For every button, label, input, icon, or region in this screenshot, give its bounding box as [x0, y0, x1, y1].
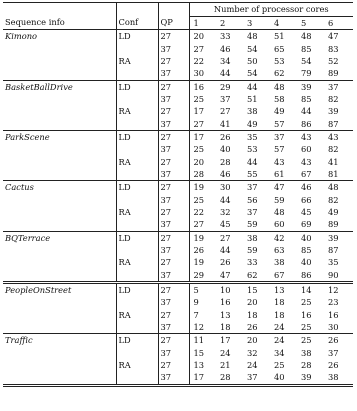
table-row [3, 231, 353, 244]
sequence-name-cell [3, 269, 116, 283]
core-3-value-cell: 54 [247, 68, 258, 79]
core-5-value-cell: 25 [301, 297, 312, 308]
core-1-value-cell: 11 [189, 334, 216, 347]
core-6-value-cell: 16 [328, 309, 339, 320]
table-row [3, 371, 353, 385]
sequence-name-cell [3, 105, 116, 117]
sequence-name-cell [3, 371, 116, 385]
core-4-value-cell: 48 [270, 80, 297, 93]
core-4-value-cell: 18 [274, 297, 285, 308]
table-row [3, 244, 353, 256]
core-2-value-cell: 44 [220, 245, 231, 256]
core-4-value-cell: 51 [270, 30, 297, 43]
conf-cell: LD [116, 334, 158, 347]
conf-cell [116, 296, 158, 308]
core-3-value-cell: 26 [247, 322, 258, 333]
header-core-1: 1 [189, 16, 216, 30]
core-5-value-cell: 60 [301, 144, 312, 155]
sequence-name-cell [3, 93, 116, 105]
qp-cell: 37 [158, 296, 189, 308]
core-2-value-cell: 10 [216, 283, 243, 297]
core-4-value-cell: 48 [274, 207, 285, 217]
sequence-name-cell [3, 55, 116, 67]
table-row [3, 194, 353, 206]
core-1-value-cell: 25 [189, 93, 216, 105]
core-6-value-cell: 82 [328, 194, 339, 205]
core-1-value-cell: 7 [189, 309, 216, 321]
core-2-value-cell: 27 [220, 106, 231, 117]
core-2-value-cell: 47 [220, 269, 231, 280]
qp-cell: 37 [158, 371, 189, 385]
core-3-value-cell: 32 [247, 347, 258, 358]
core-2-value-cell: 44 [220, 194, 231, 205]
sequence-name-cell [3, 256, 116, 268]
conf-cell: LD [116, 231, 158, 244]
core-2-value-cell: 26 [220, 257, 231, 268]
table-row [3, 283, 353, 297]
core-4-value-cell: 53 [274, 55, 285, 66]
core-1-value-cell: 28 [189, 168, 216, 181]
core-3-value-cell: 38 [243, 231, 270, 244]
core-2-value-cell: 33 [216, 30, 243, 43]
qp-cell: 37 [158, 93, 189, 105]
qp-cell: 37 [158, 168, 189, 181]
group-header-cores: Number of processor cores [189, 3, 353, 17]
core-1-value-cell: 26 [189, 244, 216, 256]
core-1-value-cell: 29 [189, 269, 216, 283]
core-3-value-cell: 37 [243, 371, 270, 385]
core-5-value-cell: 39 [297, 371, 324, 385]
core-6-value-cell: 35 [328, 257, 339, 268]
core-2-value-cell: 28 [220, 156, 231, 167]
core-4-value-cell: 42 [270, 231, 297, 244]
core-3-value-cell: 53 [247, 144, 258, 155]
header-core-3: 3 [243, 16, 270, 30]
conf-cell [116, 269, 158, 283]
core-4-value-cell: 65 [274, 43, 285, 54]
table-row [3, 105, 353, 117]
core-5-value-cell: 44 [301, 106, 312, 117]
core-6-value-cell: 26 [324, 334, 353, 347]
core-5-value-cell: 40 [297, 231, 324, 244]
core-6-value-cell: 81 [328, 168, 339, 179]
qp-cell: 37 [158, 244, 189, 256]
qp-cell: 37 [158, 143, 189, 155]
qp-cell: 27 [158, 80, 189, 93]
qp-cell: 27 [158, 55, 189, 67]
sequence-name-cell [3, 168, 116, 181]
core-4-value-cell: 63 [274, 245, 285, 256]
sequence-name-cell: BasketBallDrive [3, 80, 116, 93]
table-row [3, 80, 353, 93]
table-row [3, 359, 353, 371]
core-3-value-cell: 44 [247, 156, 258, 167]
core-2-value-cell: 37 [220, 93, 231, 104]
sequence-name-cell [3, 244, 116, 256]
core-1-value-cell: 30 [189, 67, 216, 80]
sequence-name-cell [3, 118, 116, 131]
core-1-value-cell: 25 [189, 143, 216, 155]
conf-cell: LD [116, 130, 158, 143]
conf-cell: RA [116, 206, 158, 218]
core-4-value-cell: 57 [274, 144, 285, 155]
sequence-name-cell: PeopleOnStreet [3, 283, 116, 297]
qp-cell: 37 [158, 67, 189, 80]
core-2-value-cell: 17 [216, 334, 243, 347]
header-core-4: 4 [270, 16, 297, 30]
core-2-value-cell: 32 [220, 207, 231, 217]
table-row [3, 30, 353, 43]
core-1-value-cell: 12 [189, 321, 216, 334]
core-4-value-cell: 49 [274, 106, 285, 117]
core-3-value-cell: 56 [247, 194, 258, 205]
table-row [3, 168, 353, 181]
conf-cell: LD [116, 283, 158, 297]
core-3-value-cell: 35 [243, 130, 270, 143]
sequence-name-cell [3, 143, 116, 155]
qp-cell: 27 [158, 156, 189, 168]
qp-cell: 37 [158, 269, 189, 283]
qp-cell: 37 [158, 194, 189, 206]
sequence-name-cell: ParkScene [3, 130, 116, 143]
sequence-name-cell: Kimono [3, 30, 116, 43]
qp-cell: 37 [158, 321, 189, 334]
qp-cell: 27 [158, 105, 189, 117]
table-row [3, 93, 353, 105]
core-6-value-cell: 23 [328, 297, 339, 308]
core-3-value-cell: 59 [247, 219, 258, 230]
qp-cell: 27 [158, 181, 189, 194]
header-sequence-info: Sequence info [3, 16, 116, 30]
table-row [3, 296, 353, 308]
conf-cell: LD [116, 80, 158, 93]
core-3-value-cell: 49 [247, 118, 258, 129]
qp-cell: 27 [158, 30, 189, 43]
core-4-value-cell: 18 [274, 309, 285, 320]
core-6-value-cell: 90 [328, 269, 339, 280]
core-6-value-cell: 89 [328, 219, 339, 230]
table-row [3, 43, 353, 55]
core-3-value-cell: 54 [247, 43, 258, 54]
core-5-value-cell: 48 [297, 30, 324, 43]
core-1-value-cell: 9 [189, 296, 216, 308]
sequence-name-cell: BQTerrace [3, 231, 116, 244]
core-6-value-cell: 12 [324, 283, 353, 297]
core-6-value-cell: 38 [324, 371, 353, 385]
table-body [3, 30, 353, 386]
core-2-value-cell: 46 [220, 43, 231, 54]
core-1-value-cell: 22 [189, 206, 216, 218]
core-3-value-cell: 24 [247, 360, 258, 371]
core-6-value-cell: 82 [328, 144, 339, 155]
core-6-value-cell: 47 [324, 30, 353, 43]
core-3-value-cell: 37 [243, 181, 270, 194]
core-5-value-cell: 45 [301, 207, 312, 217]
core-2-value-cell: 44 [220, 68, 231, 79]
core-1-value-cell: 17 [189, 371, 216, 385]
document-page [3, 2, 353, 387]
core-4-value-cell: 59 [274, 194, 285, 205]
conf-cell: RA [116, 156, 158, 168]
conf-cell: RA [116, 55, 158, 67]
core-4-value-cell: 25 [274, 360, 285, 371]
qp-cell: 27 [158, 283, 189, 297]
table-row [3, 206, 353, 218]
qp-cell: 27 [158, 130, 189, 143]
core-2-value-cell: 28 [216, 371, 243, 385]
core-3-value-cell: 15 [243, 283, 270, 297]
core-3-value-cell: 38 [247, 106, 258, 117]
core-1-value-cell: 13 [189, 359, 216, 371]
qp-cell: 27 [158, 309, 189, 321]
core-3-value-cell: 20 [247, 297, 258, 308]
sequence-name-cell [3, 43, 116, 55]
header-qp: QP [158, 16, 189, 30]
qp-cell: 27 [158, 334, 189, 347]
qp-cell: 37 [158, 347, 189, 359]
table-row [3, 55, 353, 67]
core-6-value-cell: 39 [324, 231, 353, 244]
core-6-value-cell: 49 [328, 207, 339, 217]
core-1-value-cell: 19 [189, 256, 216, 268]
core-2-value-cell: 46 [220, 168, 231, 179]
core-3-value-cell: 50 [247, 55, 258, 66]
core-6-value-cell: 41 [328, 156, 339, 167]
core-6-value-cell: 37 [324, 80, 353, 93]
header-core-2: 2 [216, 16, 243, 30]
core-6-value-cell: 52 [328, 55, 339, 66]
core-2-value-cell: 30 [216, 181, 243, 194]
core-6-value-cell: 43 [324, 130, 353, 143]
conf-cell [116, 218, 158, 231]
conf-cell: LD [116, 30, 158, 43]
qp-cell: 27 [158, 206, 189, 218]
core-5-value-cell: 69 [301, 219, 312, 230]
conf-cell [116, 168, 158, 181]
core-1-value-cell: 15 [189, 347, 216, 359]
core-1-value-cell: 17 [189, 105, 216, 117]
qp-cell: 37 [158, 43, 189, 55]
core-2-value-cell: 45 [220, 219, 231, 230]
table-row [3, 143, 353, 155]
core-4-value-cell: 38 [274, 257, 285, 268]
conf-cell [116, 371, 158, 385]
core-1-value-cell: 19 [189, 231, 216, 244]
core-4-value-cell: 57 [274, 118, 285, 129]
core-6-value-cell: 30 [328, 322, 339, 333]
core-2-value-cell: 40 [220, 144, 231, 155]
core-5-value-cell: 85 [301, 93, 312, 104]
core-1-value-cell: 27 [189, 218, 216, 231]
core-5-value-cell: 25 [297, 334, 324, 347]
core-4-value-cell: 58 [274, 93, 285, 104]
table-row [3, 218, 353, 231]
header-conf: Conf [116, 16, 158, 30]
conf-cell [116, 347, 158, 359]
core-6-value-cell: 87 [328, 245, 339, 256]
core-3-value-cell: 55 [247, 168, 258, 179]
core-3-value-cell: 44 [243, 80, 270, 93]
core-5-value-cell: 43 [301, 156, 312, 167]
header-core-5: 5 [297, 16, 324, 30]
core-4-value-cell: 24 [274, 322, 285, 333]
core-6-value-cell: 39 [328, 106, 339, 117]
qp-cell: 27 [158, 231, 189, 244]
core-4-value-cell: 24 [270, 334, 297, 347]
core-1-value-cell: 20 [189, 156, 216, 168]
core-5-value-cell: 86 [301, 269, 312, 280]
table-row [3, 118, 353, 131]
core-5-value-cell: 38 [301, 347, 312, 358]
core-4-value-cell: 47 [270, 181, 297, 194]
conf-cell [116, 321, 158, 334]
core-3-value-cell: 37 [247, 207, 258, 217]
table-row [3, 181, 353, 194]
table-row [3, 347, 353, 359]
header-core-6: 6 [324, 16, 353, 30]
core-1-value-cell: 27 [189, 118, 216, 131]
core-1-value-cell: 20 [189, 30, 216, 43]
table-row [3, 334, 353, 347]
core-5-value-cell: 39 [297, 80, 324, 93]
core-5-value-cell: 28 [301, 360, 312, 371]
core-6-value-cell: 37 [328, 347, 339, 358]
core-6-value-cell: 82 [328, 93, 339, 104]
core-3-value-cell: 20 [243, 334, 270, 347]
core-4-value-cell: 40 [270, 371, 297, 385]
core-5-value-cell: 25 [301, 322, 312, 333]
core-2-value-cell: 27 [216, 231, 243, 244]
sequence-name-cell [3, 296, 116, 308]
table-row [3, 321, 353, 334]
core-3-value-cell: 18 [247, 309, 258, 320]
core-4-value-cell: 60 [274, 219, 285, 230]
core-3-value-cell: 59 [247, 245, 258, 256]
core-5-value-cell: 67 [301, 168, 312, 179]
table-header [3, 3, 353, 30]
core-5-value-cell: 40 [301, 257, 312, 268]
sequence-name-cell [3, 309, 116, 321]
sequence-name-cell [3, 347, 116, 359]
sequence-name-cell: Traffic [3, 334, 116, 347]
core-4-value-cell: 34 [274, 347, 285, 358]
qp-cell: 27 [158, 359, 189, 371]
conf-cell: LD [116, 181, 158, 194]
table-row [3, 130, 353, 143]
conf-cell [116, 143, 158, 155]
core-5-value-cell: 66 [301, 194, 312, 205]
core-1-value-cell: 22 [189, 55, 216, 67]
qp-cell: 37 [158, 118, 189, 131]
sequence-name-cell [3, 218, 116, 231]
qp-cell: 27 [158, 256, 189, 268]
core-1-value-cell: 17 [189, 130, 216, 143]
core-2-value-cell: 21 [220, 360, 231, 371]
core-2-value-cell: 34 [220, 55, 231, 66]
core-4-value-cell: 37 [270, 130, 297, 143]
core-2-value-cell: 13 [220, 309, 231, 320]
table-row [3, 256, 353, 268]
sequence-name-cell [3, 321, 116, 334]
core-6-value-cell: 48 [324, 181, 353, 194]
core-5-value-cell: 85 [301, 43, 312, 54]
core-2-value-cell: 29 [216, 80, 243, 93]
sequence-name-cell [3, 67, 116, 80]
core-1-value-cell: 25 [189, 194, 216, 206]
core-2-value-cell: 18 [220, 322, 231, 333]
results-table [3, 2, 353, 387]
conf-cell [116, 194, 158, 206]
core-1-value-cell: 5 [189, 283, 216, 297]
conf-cell: RA [116, 105, 158, 117]
sequence-name-cell [3, 359, 116, 371]
core-4-value-cell: 61 [274, 168, 285, 179]
table-row [3, 156, 353, 168]
table-row [3, 67, 353, 80]
core-4-value-cell: 13 [270, 283, 297, 297]
core-5-value-cell: 43 [297, 130, 324, 143]
sequence-name-cell: Cactus [3, 181, 116, 194]
core-4-value-cell: 43 [274, 156, 285, 167]
core-6-value-cell: 26 [328, 360, 339, 371]
conf-cell: RA [116, 359, 158, 371]
core-3-value-cell: 51 [247, 93, 258, 104]
table-row [3, 269, 353, 283]
sequence-name-cell [3, 206, 116, 218]
core-2-value-cell: 26 [216, 130, 243, 143]
core-1-value-cell: 19 [189, 181, 216, 194]
sequence-name-cell [3, 156, 116, 168]
core-5-value-cell: 85 [301, 245, 312, 256]
core-5-value-cell: 54 [301, 55, 312, 66]
qp-cell: 37 [158, 218, 189, 231]
core-4-value-cell: 62 [274, 68, 285, 79]
core-3-value-cell: 62 [247, 269, 258, 280]
core-6-value-cell: 83 [328, 43, 339, 54]
core-5-value-cell: 16 [301, 309, 312, 320]
conf-cell [116, 118, 158, 131]
sequence-name-cell [3, 194, 116, 206]
conf-cell [116, 67, 158, 80]
core-5-value-cell: 79 [301, 68, 312, 79]
core-2-value-cell: 41 [220, 118, 231, 129]
conf-cell: RA [116, 309, 158, 321]
core-5-value-cell: 86 [301, 118, 312, 129]
core-6-value-cell: 87 [328, 118, 339, 129]
core-1-value-cell: 16 [189, 80, 216, 93]
core-3-value-cell: 48 [243, 30, 270, 43]
conf-cell [116, 43, 158, 55]
conf-cell [116, 244, 158, 256]
core-3-value-cell: 33 [247, 257, 258, 268]
core-4-value-cell: 67 [274, 269, 285, 280]
table-row [3, 309, 353, 321]
core-5-value-cell: 14 [297, 283, 324, 297]
core-1-value-cell: 27 [189, 43, 216, 55]
conf-cell: RA [116, 256, 158, 268]
core-6-value-cell: 89 [328, 68, 339, 79]
core-2-value-cell: 24 [220, 347, 231, 358]
core-5-value-cell: 46 [297, 181, 324, 194]
core-2-value-cell: 16 [220, 297, 231, 308]
conf-cell [116, 93, 158, 105]
